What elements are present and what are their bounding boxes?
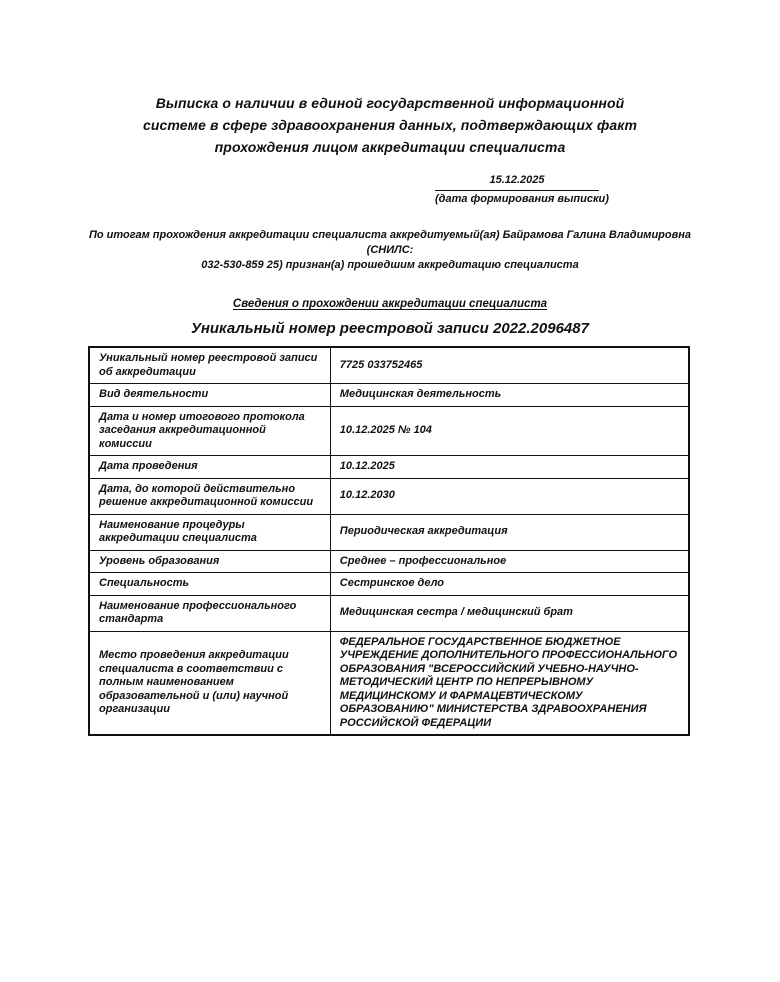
row-activity-type: [89, 384, 689, 407]
row-label: Наименование процедуры аккредитации специалиста: [89, 514, 330, 550]
row-label: Дата и номер итогового протокола заседания аккредитационной комиссии: [89, 406, 330, 456]
formation-date-block: [435, 174, 609, 206]
row-label: Наименование профессионального стандарта: [89, 595, 330, 631]
intro-line: 032-530-859 25) признан(а) прошедшим аккредитацию специалиста: [201, 259, 579, 271]
intro-line: По итогам прохождения аккредитации специалиста аккредитуемый(ая) Байрамова Галина Владимировна (СНИЛС:: [88, 229, 692, 256]
row-label: Дата, до которой действительно решение аккредитационной комиссии: [89, 478, 330, 514]
row-label: Уникальный номер реестровой записи об аккредитации: [89, 347, 330, 384]
row-accreditation-registry-number: [89, 347, 689, 384]
row-protocol-date-number: [89, 406, 689, 456]
row-value: Среднее – профессиональное: [330, 550, 689, 573]
row-valid-until-date: [89, 478, 689, 514]
document-title-line: системе в сфере здравоохранения данных, подтверждающих факт: [142, 117, 637, 133]
row-value: Сестринское дело: [330, 573, 689, 596]
row-value: Периодическая аккредитация: [330, 514, 689, 550]
document-title: [110, 92, 670, 158]
row-value: Медицинская сестра / медицинский брат: [330, 595, 689, 631]
accreditation-table: [88, 346, 690, 736]
document-page: [0, 92, 780, 982]
document-title-line: Выписка о наличии в единой государственной информационной: [155, 95, 625, 111]
row-label: Вид деятельности: [89, 384, 330, 407]
row-accreditation-place: [89, 631, 689, 735]
row-value: Медицинская деятельность: [330, 384, 689, 407]
registry-number-heading: Уникальный номер реестровой записи 2022.2096487: [191, 320, 589, 337]
intro-paragraph: [70, 228, 710, 273]
row-value: ФЕДЕРАЛЬНОЕ ГОСУДАРСТВЕННОЕ БЮДЖЕТНОЕ УЧРЕЖДЕНИЕ ДОПОЛНИТЕЛЬНОГО ПРОФЕССИОНАЛЬНОГО ОБРАЗОВАНИЯ "ВСЕРОССИЙСКИЙ УЧЕБНО-НАУЧНО-МЕТОДИЧЕСКИЙ ЦЕНТР ПО НЕПРЕРЫВНОМУ МЕДИЦИНСКОМУ И ФАРМАЦЕВТИЧЕСКОМУ ОБРАЗОВАНИЮ" МИНИСТЕРСТВА ЗДРАВООХРАНЕНИЯ РОССИЙСКОЙ ФЕДЕРАЦИИ: [330, 631, 689, 735]
formation-date-caption: (дата формирования выписки): [435, 193, 609, 205]
row-date-held: [89, 456, 689, 479]
row-specialty: [89, 573, 689, 596]
row-procedure-name: [89, 514, 689, 550]
row-professional-standard: [89, 595, 689, 631]
row-value: 7725 033752465: [330, 347, 689, 384]
document-title-line: прохождения лицом аккредитации специалиста: [214, 139, 566, 155]
accreditation-table-body: [89, 347, 689, 735]
row-value: 10.12.2025 № 104: [330, 406, 689, 456]
row-value: 10.12.2025: [330, 456, 689, 479]
row-label: Дата проведения: [89, 456, 330, 479]
row-value: 10.12.2030: [330, 478, 689, 514]
formation-date: 15.12.2025: [435, 174, 599, 191]
row-label: Уровень образования: [89, 550, 330, 573]
row-education-level: [89, 550, 689, 573]
row-label: Специальность: [89, 573, 330, 596]
section-heading: Сведения о прохождении аккредитации специалиста: [232, 298, 548, 310]
row-label: Место проведения аккредитации специалиста в соответствии с полным наименованием образовательной и (или) научной организации: [89, 631, 330, 735]
